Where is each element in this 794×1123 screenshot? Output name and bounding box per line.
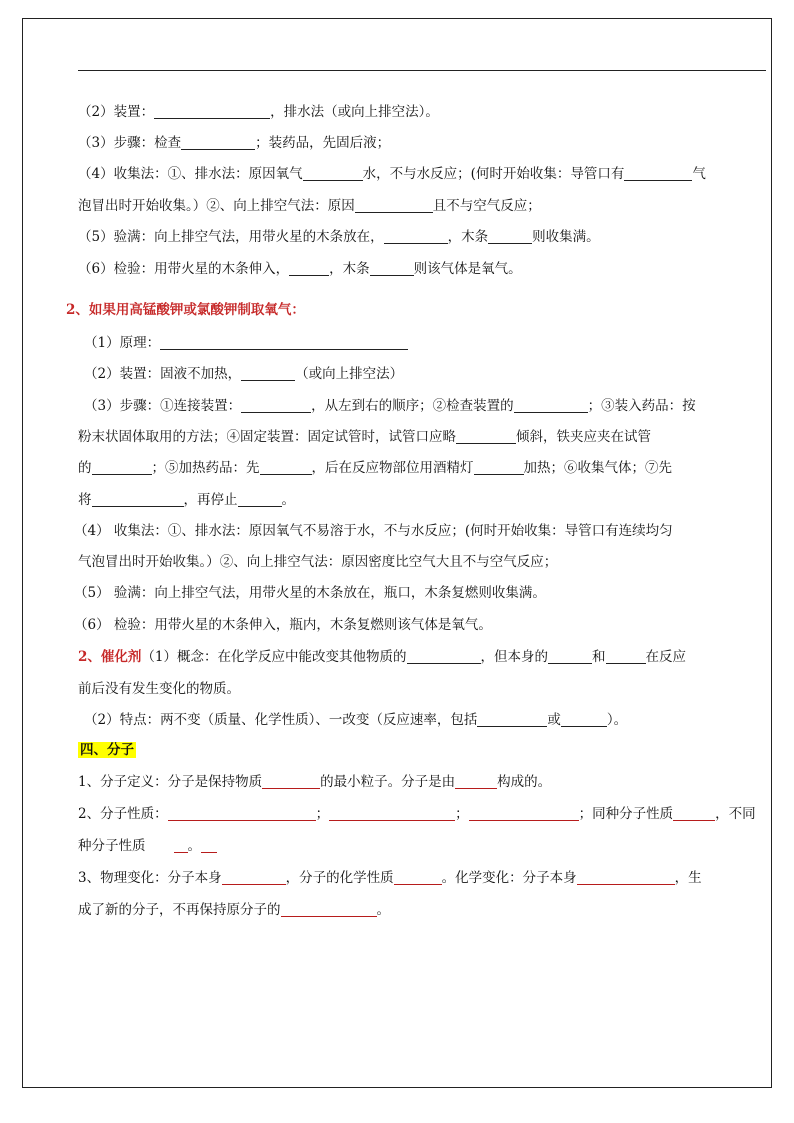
blank-field[interactable] <box>281 902 377 917</box>
blank-field[interactable] <box>488 229 532 244</box>
line-steps: （3）步骤：检查 ；装药品，先固后液； <box>78 135 391 151</box>
line-molecule-properties: 2、分子性质： ； ； ；同种分子性质 ，不同 <box>78 806 756 822</box>
line-steps-2: （3）步骤：①连接装置： ，从左到右的顺序；②检查装置的 ；③装入药品：按 <box>84 398 696 414</box>
blank-field[interactable] <box>624 166 692 181</box>
line-changes: 3、物理变化：分子本身 ，分子的化学性质 。化学变化：分子本身 ，生 <box>78 870 702 886</box>
line-collection-2: （4） 收集法：①、排水法：原因氧气不易溶于水，不与水反应；(何时开始收集：导管口有连续均匀 <box>74 523 673 539</box>
section-heading-4: 四、分子 <box>80 742 134 758</box>
blank-field[interactable] <box>370 261 414 276</box>
line-steps-2-cont: 粉末状固体取用的方法；④固定装置：固定试管时，试管口应略 倾斜，铁夹应夹在试管 <box>78 429 651 445</box>
blank-field[interactable] <box>262 774 320 789</box>
line-molecule-definition: 1、分子定义：分子是保持物质 的最小粒子。分子是由 构成的。 <box>78 774 552 790</box>
blank-field[interactable] <box>394 870 442 885</box>
header-rule <box>78 70 766 71</box>
line-collection: （4）收集法：①、排水法：原因氧气 水，不与水反应；(何时开始收集：导管口有 气 <box>78 166 706 182</box>
blank-field[interactable] <box>474 460 524 475</box>
blank-field[interactable] <box>92 492 184 507</box>
blank-field[interactable] <box>548 649 592 664</box>
line-collection-2-cont: 气泡冒出时开始收集。）②、向上排空气法：原因密度比空气大且不与空气反应； <box>78 554 558 570</box>
blank-field[interactable] <box>238 492 282 507</box>
line-collection-cont: 泡冒出时开始收集。）②、向上排空气法：原因 且不与空气反应； <box>78 198 541 214</box>
line-test: （6）检验：用带火星的木条伸入， ，木条 则该气体是氧气。 <box>78 261 522 277</box>
blank-field[interactable] <box>673 806 715 821</box>
blank-field[interactable] <box>174 838 188 853</box>
line-steps-2-cont3: 将 ，再停止 。 <box>78 492 295 508</box>
line-principle: （1）原理： <box>84 334 408 352</box>
catalyst-label: 2、催化剂 <box>78 649 142 665</box>
blank-field[interactable] <box>168 806 316 821</box>
blank-field[interactable] <box>355 198 433 213</box>
blank-field[interactable] <box>514 398 588 413</box>
blank-field[interactable] <box>181 135 255 150</box>
line-catalyst-cont: 前后没有发生变化的物质。 <box>78 681 240 697</box>
line-steps-2-cont2: 的 ；⑤加热药品：先 ，后在反应物部位用酒精灯 加热；⑥收集气体；⑦先 <box>78 460 672 476</box>
line-check-full: （5）验满：向上排空气法，用带火星的木条放在， ，木条 则收集满。 <box>78 229 600 245</box>
line-apparatus-2: （2）装置：固液不加热， （或向上排空法） <box>84 366 404 382</box>
blank-field[interactable] <box>241 398 311 413</box>
blank-field[interactable] <box>384 229 448 244</box>
blank-field[interactable] <box>561 712 607 727</box>
blank-field[interactable] <box>260 460 312 475</box>
line-catalyst: 2、催化剂（1）概念：在化学反应中能改变其他物质的 ，但本身的 和 在反应 <box>78 649 686 665</box>
blank-field[interactable] <box>201 838 217 853</box>
blank-field[interactable] <box>160 335 408 350</box>
line-test-2: （6） 检验：用带火星的木条伸入，瓶内，木条复燃则该气体是氧气。 <box>74 617 492 633</box>
blank-field[interactable] <box>303 166 363 181</box>
blank-field[interactable] <box>469 806 579 821</box>
blank-field[interactable] <box>289 261 329 276</box>
blank-field[interactable] <box>329 806 455 821</box>
blank-field[interactable] <box>407 649 481 664</box>
line-check-full-2: （5） 验满：向上排空气法，用带火星的木条放在，瓶口，木条复燃则收集满。 <box>74 585 546 601</box>
line-molecule-properties-cont: 种分子性质 。 <box>78 837 217 855</box>
blank-field[interactable] <box>455 774 497 789</box>
section-heading-2: 2、如果用高锰酸钾或氯酸钾制取氧气： <box>66 302 305 318</box>
blank-field[interactable] <box>456 429 516 444</box>
blank-field[interactable] <box>92 460 152 475</box>
blank-field[interactable] <box>222 870 286 885</box>
blank-field[interactable] <box>577 870 675 885</box>
line-apparatus: （2）装置： ，排水法（或向上排空法）。 <box>78 104 439 120</box>
blank-field[interactable] <box>477 712 547 727</box>
blank-field[interactable] <box>241 366 295 381</box>
blank-field[interactable] <box>154 104 270 119</box>
blank-field[interactable] <box>606 649 646 664</box>
line-catalyst-features: （2）特点：两不变（质量、化学性质）、一改变（反应速率，包括 或 ）。 <box>84 712 628 728</box>
line-changes-cont: 成了新的分子，不再保持原分子的 。 <box>78 902 390 918</box>
